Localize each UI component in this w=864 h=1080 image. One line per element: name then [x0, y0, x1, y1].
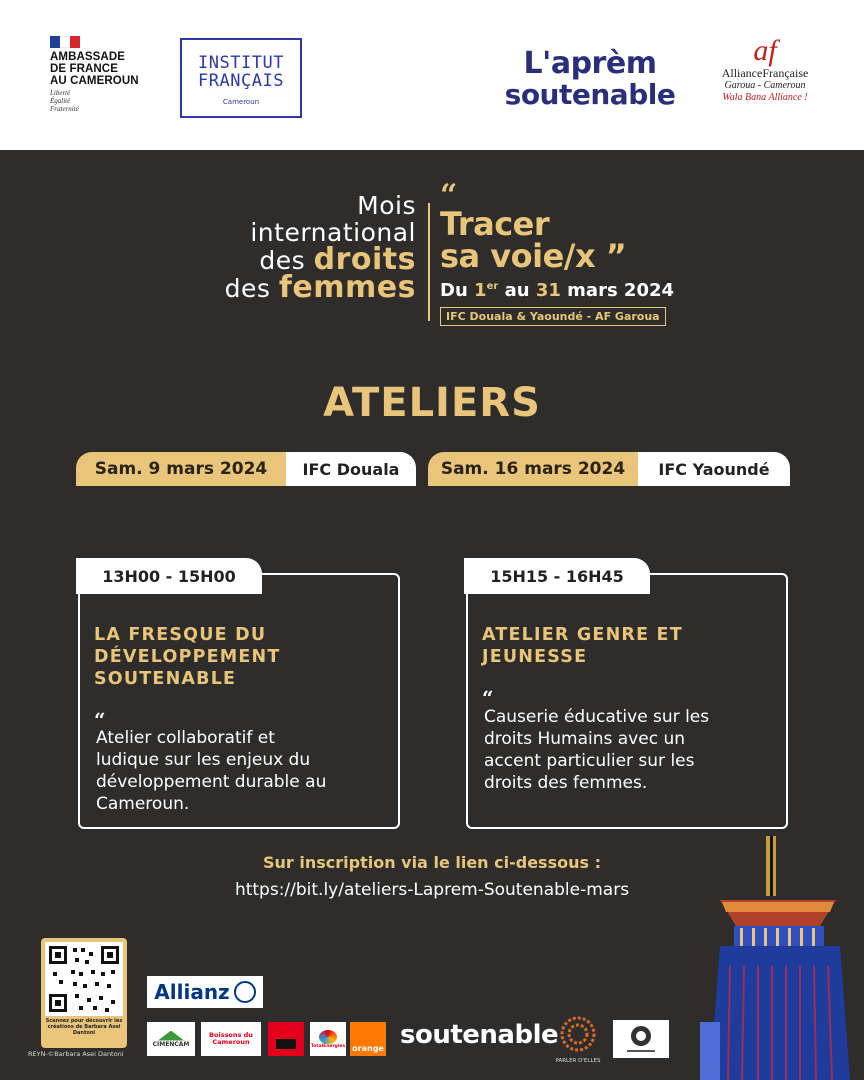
session-1-desc-line-1: Atelier collaboratif et [96, 728, 275, 748]
title-des-2: des [224, 274, 271, 303]
title-des-femmes [190, 270, 416, 305]
session-2-title-line-1: ATELIER GENRE ET [482, 625, 683, 645]
laprem-line-1: L'aprèm [523, 46, 657, 81]
session-2-desc-line-4: droits des femmes. [484, 773, 648, 793]
dates-er: er [486, 281, 499, 292]
laprem-line-2: soutenable [504, 78, 676, 111]
inscription-link[interactable]: https://bit.ly/ateliers-Laprem-Soutenable-mars [234, 880, 630, 900]
session-2-quote-icon: “ [482, 686, 494, 710]
session-1-time: 13H00 - 15H00 [76, 558, 262, 594]
title-des-1: des [259, 246, 306, 275]
session-1-title-line-3: SOUTENABLE [94, 669, 237, 689]
event-dates [440, 276, 700, 302]
parler-delles-mark-icon [558, 1016, 598, 1052]
session-1-quote-icon: “ [94, 708, 106, 732]
cimencam-logo [147, 1022, 195, 1056]
motto-liberte: Liberté [50, 89, 71, 97]
session-2-description [484, 706, 709, 794]
french-flag-icon [50, 36, 80, 48]
ambassade-logo [50, 36, 170, 113]
alliance-francaise-logo [706, 36, 824, 104]
session-2-place: IFC Yaoundé [638, 452, 790, 486]
session-1-title-line-1: LA FRESQUE DU [94, 625, 267, 645]
boissons-logo: Boissons du Cameroun [201, 1022, 261, 1056]
qr-code-icon[interactable] [45, 942, 123, 1016]
title-mois: Mois [357, 191, 416, 220]
institut-line-2: FRANÇAIS [198, 71, 284, 91]
title-divider [428, 203, 430, 321]
motto-fraternite: Fraternité [50, 105, 79, 113]
session-2-desc-line-2: droits Humains avec un [484, 729, 685, 749]
af-name: AllianceFrançaise [721, 66, 809, 80]
event-theme [440, 178, 700, 326]
title-droits: droits [313, 242, 416, 277]
session-2-date: Sam. 16 mars 2024 [428, 452, 638, 486]
dates-du: Du [440, 280, 468, 301]
total-logo [310, 1022, 346, 1056]
societe-generale-mark-icon [276, 1039, 296, 1049]
header-banner [0, 0, 864, 150]
theme-sa-voie: sa voie/x [440, 237, 596, 275]
ambassade-line-1: AMBASSADE [50, 51, 126, 63]
session-1-desc-line-4: Cameroun. [96, 794, 190, 814]
cimencam-mountain-icon [158, 1031, 184, 1041]
event-title [190, 191, 416, 305]
orange-logo: orange [350, 1022, 386, 1056]
lion-head-icon [613, 1020, 669, 1058]
soutenable-logo: soutenable [400, 1020, 559, 1050]
session-2-title-line-2: JEUNESSE [482, 647, 588, 667]
title-international: international [250, 218, 416, 247]
session-2-time: 15H15 - 16H45 [464, 558, 650, 594]
session-2-title [482, 624, 683, 668]
session-2-desc-line-1: Causerie éducative sur les [484, 707, 710, 727]
af-tagline: Wala Bana Alliance ! [722, 92, 808, 103]
artwork-credit: REYN-©Barbara Asei Dantoni [28, 1050, 124, 1058]
institut-francais-logo [180, 38, 302, 118]
ambassade-motto [50, 89, 170, 113]
total-label: TotalEnergies [310, 1043, 346, 1049]
societe-generale-logo [268, 1022, 304, 1056]
motto-egalite: Égalité [50, 97, 71, 105]
session-1-place: IFC Douala [286, 452, 416, 486]
institut-line-3: Cameroun [222, 98, 260, 106]
allianz-logo [147, 976, 263, 1008]
af-location: Garoua - Cameroun [724, 80, 806, 91]
total-swirl-icon [319, 1030, 337, 1044]
session-1-title [94, 624, 281, 690]
session-1-description [96, 727, 326, 815]
dates-31: 31 [535, 280, 561, 301]
session-1-date: Sam. 9 mars 2024 [76, 452, 286, 486]
theme-quote-close: ” [605, 237, 627, 275]
institut-line-1: INSTITUT [198, 53, 284, 73]
ambassade-line-3: AU CAMEROUN [50, 75, 139, 87]
allianz-eagle-icon [234, 981, 256, 1003]
dates-rest: mars 2024 [567, 280, 675, 301]
artwork-figure-icon [700, 836, 864, 1080]
inscription-label: Sur inscription via le lien ci-dessous : [263, 853, 601, 872]
parler-delles-logo [553, 1016, 603, 1064]
theme-tracer: Tracer [440, 205, 550, 243]
theme-sa-voie-line [440, 237, 700, 275]
dates-au: au [504, 280, 530, 301]
session-1-title-line-2: DÉVELOPPEMENT [94, 647, 281, 667]
theme-quote-open: “ [440, 178, 458, 213]
af-mark: af [753, 34, 777, 67]
session-2-datebar [428, 452, 790, 486]
ambassade-line-2: DE FRANCE [50, 63, 118, 75]
event-venues: IFC Douala & Yaoundé - AF Garoua [440, 307, 666, 326]
ateliers-heading: ATELIERS [323, 380, 541, 426]
dates-1: 1 [474, 280, 487, 301]
title-femmes: femmes [278, 270, 416, 305]
lion-logo [613, 1020, 669, 1058]
parler-delles-label: PARLER D'ELLES [555, 1058, 601, 1064]
allianz-label: Allianz [154, 980, 230, 1004]
session-1-desc-line-3: développement durable au [96, 772, 327, 792]
qr-code-block[interactable] [41, 938, 127, 1048]
session-2-desc-line-3: accent particulier sur les [484, 751, 695, 771]
laprem-soutenable-logo [492, 48, 688, 110]
cimencam-label: CIMENCAM [152, 1040, 190, 1048]
qr-caption: Scannez pour découvrir les créations de Barbara Asei Dantoni [45, 1018, 123, 1036]
session-1-desc-line-2: ludique sur les enjeux du [96, 750, 311, 770]
session-1-datebar [76, 452, 416, 486]
